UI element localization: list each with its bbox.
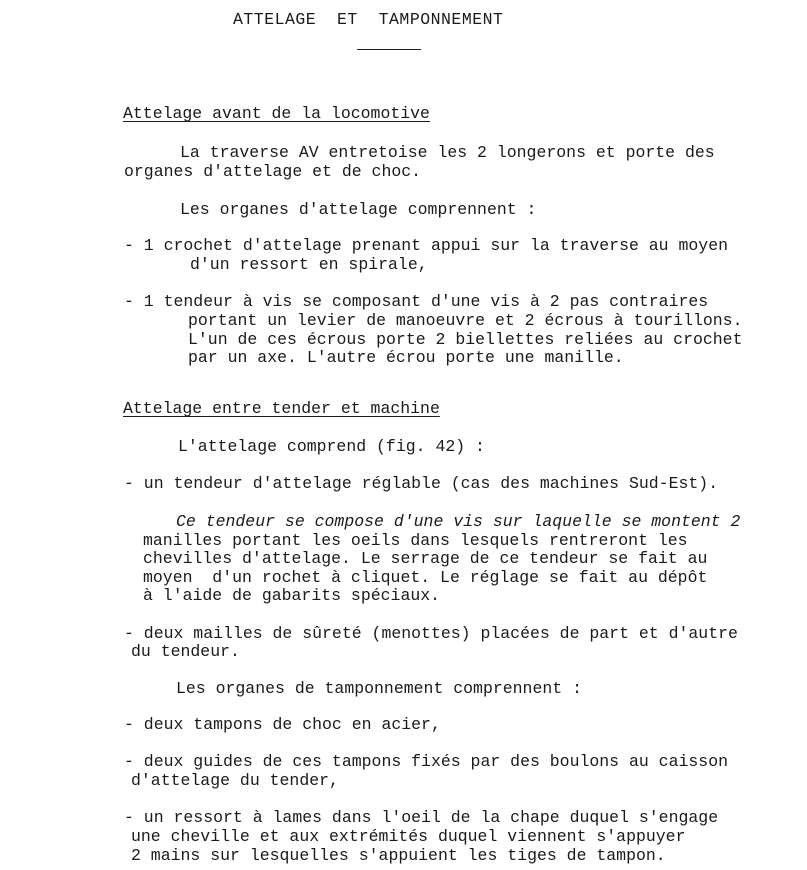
section-heading-front-coupling: Attelage avant de la locomotive — [123, 104, 430, 123]
paragraph-line: organes d'attelage et de choc. — [124, 162, 422, 181]
list-item: - deux guides de ces tampons fixés par des boulons au caisson — [124, 752, 728, 771]
list-item: - un ressort à lames dans l'oeil de la chape duquel s'engage — [124, 808, 719, 827]
list-item: - 1 crochet d'attelage prenant appui sur la traverse au moyen — [124, 236, 728, 255]
section-heading-tender-coupling: Attelage entre tender et machine — [123, 399, 440, 418]
list-item-continuation: du tendeur. — [131, 642, 240, 661]
list-item: - deux mailles de sûreté (menottes) placées de part et d'autre — [124, 624, 738, 643]
list-item: - un tendeur d'attelage réglable (cas des machines Sud-Est). — [124, 474, 719, 493]
paragraph-line: manilles portant les oeils dans lesquels rentreront les — [143, 531, 688, 550]
document-title: ATTELAGE ET TAMPONNEMENT — [233, 10, 504, 29]
paragraph-line: à l'aide de gabarits spéciaux. — [143, 586, 441, 605]
list-item-continuation: une cheville et aux extrémités duquel viennent s'appuyer — [131, 827, 686, 846]
paragraph-line: La traverse AV entretoise les 2 longerons et porte des — [180, 143, 715, 162]
paragraph-line: L'attelage comprend (fig. 42) : — [178, 437, 485, 456]
paragraph-line: moyen d'un rochet à cliquet. Le réglage se fait au dépôt — [143, 568, 708, 587]
paragraph-line: chevilles d'attelage. Le serrage de ce tendeur se fait au — [143, 549, 708, 568]
list-item-continuation: L'un de ces écrous porte 2 biellettes reliées au crochet — [188, 330, 743, 349]
title-underline — [357, 49, 421, 50]
paragraph-line: Les organes de tamponnement comprennent : — [176, 679, 582, 698]
list-item-continuation: d'un ressort en spirale, — [190, 255, 428, 274]
list-item-continuation: par un axe. L'autre écrou porte une manille. — [188, 348, 624, 367]
paragraph-line: Les organes d'attelage comprennent : — [180, 200, 537, 219]
italic-paragraph-line: Ce tendeur se compose d'une vis sur laquelle se montent 2 — [176, 512, 741, 531]
list-item-continuation: portant un levier de manoeuvre et 2 écrous à tourillons. — [188, 311, 743, 330]
list-item: - deux tampons de choc en acier, — [124, 715, 441, 734]
list-item-continuation: 2 mains sur lesquelles s'appuient les tiges de tampon. — [131, 846, 666, 865]
list-item: - 1 tendeur à vis se composant d'une vis à 2 pas contraires — [124, 292, 709, 311]
list-item-continuation: d'attelage du tender, — [131, 771, 339, 790]
